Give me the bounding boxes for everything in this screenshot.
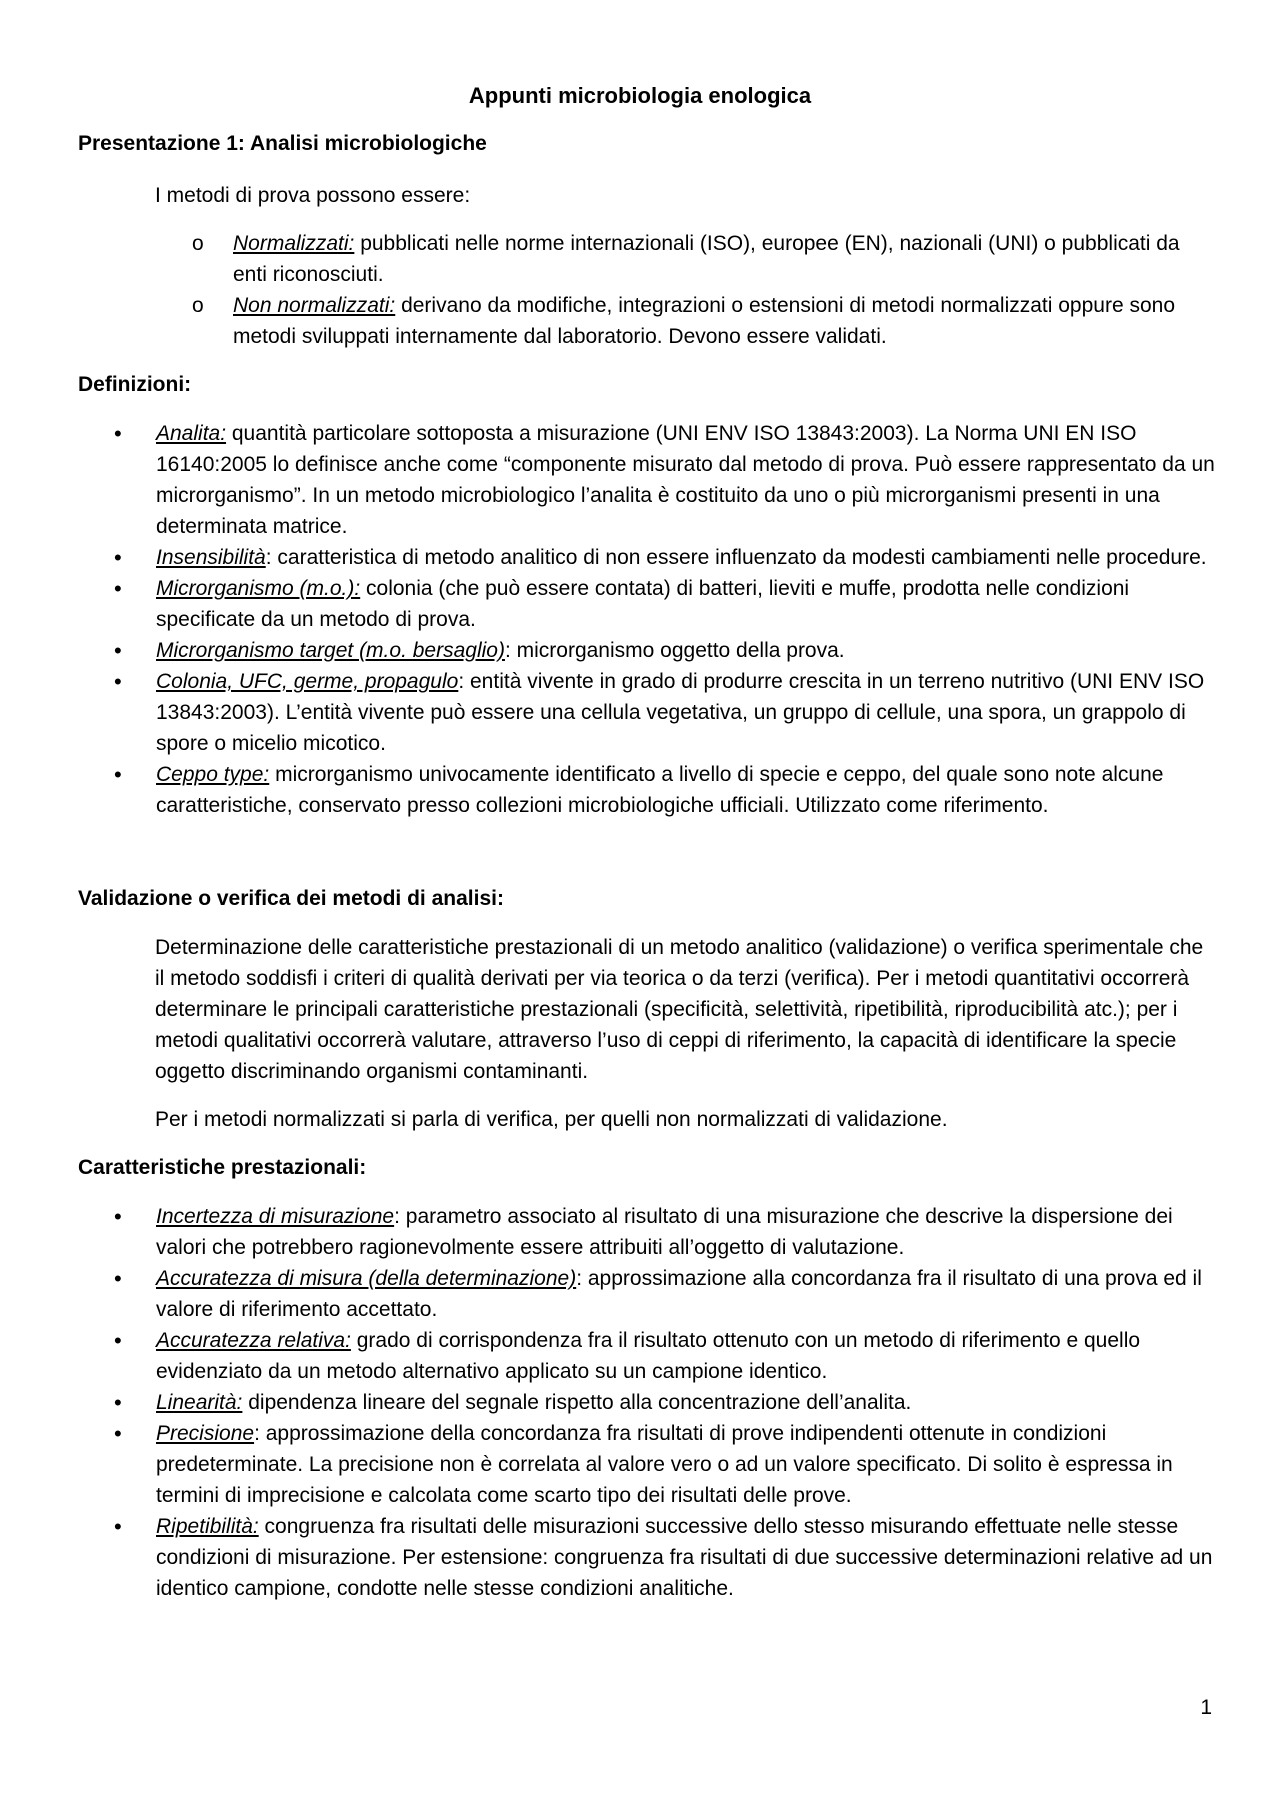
term-label: Accuratezza di misura (della determinazione) [156,1267,577,1290]
bullet-icon: • [114,1266,122,1291]
term-text: : caratteristica di metodo analitico di non essere influenzato da modesti cambiamenti nelle procedure. [265,546,1207,569]
paragraph: Per i metodi normalizzati si parla di verifica, per quelli non normalizzati di validazione. [155,1108,948,1131]
bullet-icon: • [114,762,122,787]
bullet-icon: • [114,1421,122,1446]
list-item [78,1387,1223,1418]
term-label: Non normalizzati: [233,294,396,317]
term-label: Microrganismo (m.o.): [156,577,361,600]
list-marker: o [192,294,204,317]
term-text: : microrganismo oggetto della prova. [504,639,845,662]
term-label: Microrganismo target (m.o. bersaglio) [156,639,505,662]
term-text: : approssimazione della concordanza fra risultati di prove indipendenti ottenute in condizioni predeterminate. La precisione non è correlata al valore vero o ad un valore specificato. Di solito è espressa in termini di imprecisione e calcolata come scarto tipo dei risultati delle prove. [156,1422,1173,1507]
term-label: Linearità: [156,1391,243,1414]
term-text: quantità particolare sottoposta a misurazione (UNI ENV ISO 13843:2003). La Norma UNI EN ISO 16140:2005 lo definisce anche come “componente misurato dal metodo di prova. Può essere rappresentato da un microrganismo”. In un metodo microbiologico l’analita è costituito da uno o più microrganismi presenti in una determinata matrice. [156,422,1215,538]
list-item [78,759,1223,821]
term-label: Analita: [156,422,227,445]
list-item [155,290,1205,352]
bullet-icon: • [114,545,122,570]
term-text: : entità vivente in grado di produrre crescita in un terreno nutritivo (UNI ENV ISO 13843:2003). L’entità vivente può essere una cellula vegetativa, un gruppo di cellule, una spora, un grappolo di spore o micelio micotico. [156,670,1205,755]
term-label: Incertezza di misurazione [156,1205,395,1228]
page-number: 1 [1200,1696,1212,1719]
paragraph: Determinazione delle caratteristiche prestazionali di un metodo analitico (validazione) o verifica sperimentale che il metodo soddisfi i criteri di qualità derivati per via teorica o da terzi (verifica). Per i metodi quantitativi occorrerà determinare le principali caratteristiche prestazionali (specificità, selettività, ripetibilità, riproducibilità atc.); per i metodi qualitativi occorrerà valutare, attraverso l’uso di ceppi di riferimento, la capacità di identificare la specie oggetto discriminando organismi contaminanti. [155,936,1204,1083]
definitions-list [78,418,1223,821]
term-label: Insensibilità [156,546,266,569]
term-text: grado di corrispondenza fra il risultato ottenuto con un metodo di riferimento e quello evidenziato da un metodo alternativo applicato su un campione identico. [156,1329,1141,1383]
intro-text: I metodi di prova possono essere: [155,184,471,207]
section-heading-validazione: Validazione o verifica dei metodi di analisi: [78,887,504,910]
term-label: Colonia, UFC, germe, propagulo [156,670,459,693]
section-heading-caratteristiche: Caratteristiche prestazionali: [78,1156,367,1179]
term-text: colonia (che può essere contata) di batteri, lieviti e muffe, prodotta nelle condizioni specificate da un metodo di prova. [156,577,1130,631]
list-item [78,1201,1223,1263]
term-label: Ripetibilità: [156,1515,259,1538]
list-item [78,1263,1223,1325]
term-text: : approssimazione alla concordanza fra il risultato di una prova ed il valore di riferimento accettato. [156,1267,1202,1321]
term-label: Precisione [156,1422,255,1445]
term-text: dipendenza lineare del segnale rispetto alla concentrazione dell’analita. [242,1391,912,1414]
document-title: Appunti microbiologia enologica [468,83,812,108]
characteristics-list [78,1201,1223,1604]
term-text: pubblicati nelle norme internazionali (ISO), europee (EN), nazionali (UNI) o pubblicati da enti riconosciuti. [233,232,1180,286]
section-heading-definizioni: Definizioni: [78,373,192,396]
bullet-icon: • [114,1390,122,1415]
section-heading-presentazione: Presentazione 1: Analisi microbiologiche [78,132,487,155]
bullet-icon: • [114,421,122,446]
bullet-icon: • [114,1514,122,1539]
term-label: Accuratezza relativa: [156,1329,351,1352]
term-text: microrganismo univocamente identificato a livello di specie e ceppo, del quale sono note alcune caratteristiche, conservato presso collezioni microbiologiche ufficiali. Utilizzato come riferimento. [156,763,1164,817]
bullet-icon: • [114,669,122,694]
list-item [78,1325,1223,1387]
bullet-icon: • [114,1204,122,1229]
term-text: derivano da modifiche, integrazioni o estensioni di metodi normalizzati oppure sono metodi sviluppati internamente dal laboratorio. Devono essere validati. [233,294,1176,348]
term-text: : parametro associato al risultato di una misurazione che descrive la dispersione dei valori che potrebbero ragionevolmente essere attribuiti all’oggetto di valutazione. [156,1205,1173,1259]
list-item [155,228,1205,290]
list-item [78,666,1223,759]
list-marker: o [192,232,204,255]
list-item [78,1418,1223,1511]
term-label: Normalizzati: [233,232,355,255]
list-item [78,542,1223,573]
list-item [78,418,1223,542]
term-text: congruenza fra risultati delle misurazioni successive dello stesso misurando effettuate nelle stesse condizioni di misurazione. Per estensione: congruenza fra risultati di due successive determinazioni relative ad un identico campione, condotte nelle stesse condizioni analitiche. [156,1515,1213,1600]
bullet-icon: • [114,576,122,601]
term-label: Ceppo type: [156,763,270,786]
list-item [78,1511,1223,1604]
list-item [78,573,1223,635]
list-item [78,635,1223,666]
bullet-icon: • [114,1328,122,1353]
bullet-icon: • [114,638,122,663]
methods-list [155,228,1205,352]
